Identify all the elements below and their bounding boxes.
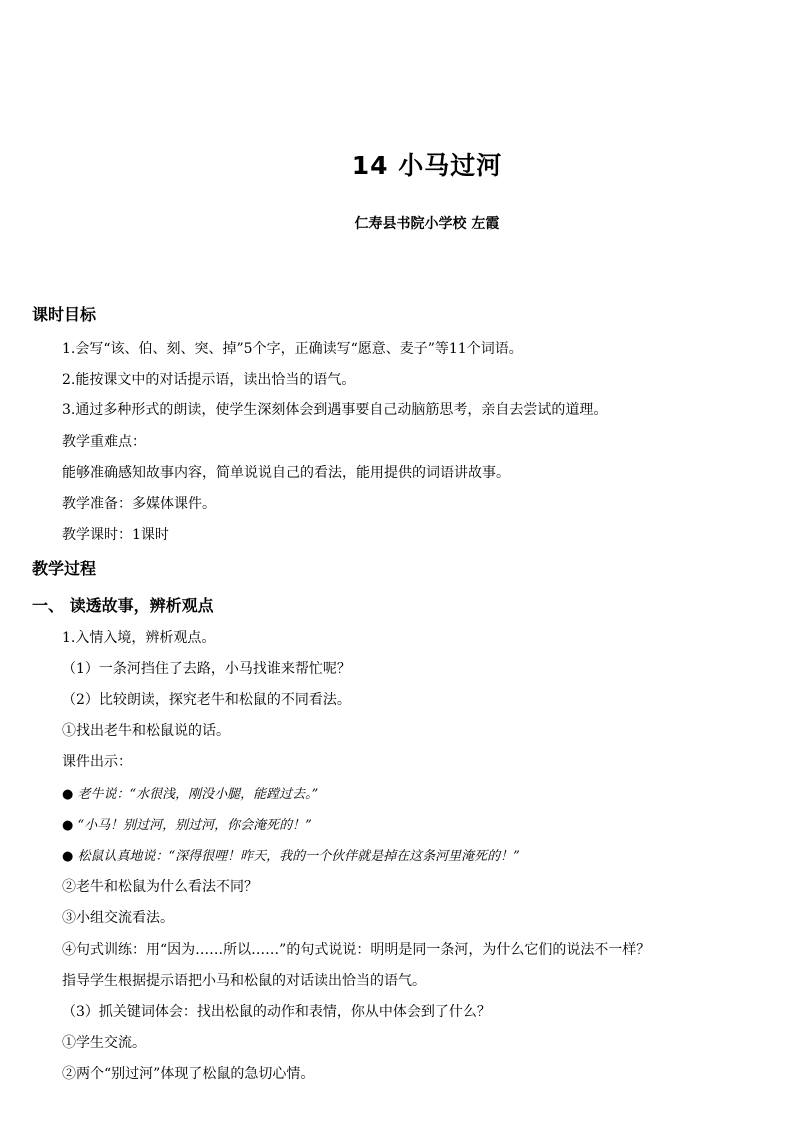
key-text: 能够准确感知故事内容，简单说说自己的看法，能用提供的词语讲故事。	[62, 465, 510, 481]
goal-item-2: 2.能按课文中的对话提示语，读出恰当的语气。	[62, 372, 356, 388]
process-line: （2）比较朗读，探究老牛和松鼠的不同看法。	[62, 692, 351, 708]
process-line: （1）一条河挡住了去路，小马找谁来帮忙呢？	[62, 661, 351, 677]
heading-goals: 课时目标	[32, 305, 97, 324]
process-line: ③小组交流看法。	[62, 910, 174, 926]
key-label: 教学重难点：	[62, 434, 146, 450]
quote-line: ● 松鼠认真地说：“深得很哩！昨天，我的一个伙伴就是掉在这条河里淹死的！”	[62, 849, 520, 864]
process-line: ②两个“别过河”体现了松鼠的急切心情。	[62, 1066, 315, 1082]
process-line: （3）抓关键词体会：找出松鼠的动作和表情，你从中体会到了什么？	[62, 1004, 491, 1020]
quote-line: ● 老牛说：“水很浅，刚没小腿，能蹚过去。”	[62, 787, 319, 802]
author-line: 仁寿县书院小学校 左霞	[354, 216, 500, 232]
process-line: 课件出示：	[62, 754, 132, 770]
hours-text: 教学课时：1课时	[62, 527, 169, 543]
heading-process: 教学过程	[32, 559, 97, 578]
process-line: ④句式训练：用“因为……所以……”的句式说说：明明是同一条河，为什么它们的说法不一样？	[62, 942, 651, 958]
prep-text: 教学准备：多媒体课件。	[62, 496, 216, 512]
process-line: ②老牛和松鼠为什么看法不同？	[62, 879, 258, 895]
process-line: ①找出老牛和松鼠说的话。	[62, 723, 230, 739]
process-line: 指导学生根据提示语把小马和松鼠的对话读出恰当的语气。	[62, 973, 426, 989]
goal-item-1: 1.会写“该、伯、刻、突、掉”5个字，正确读写“愿意、麦子”等11个词语。	[62, 341, 523, 357]
process-line: ①学生交流。	[62, 1035, 146, 1051]
part-one-heading: 一、 读透故事，辨析观点	[32, 596, 214, 615]
process-line: 1.入情入境，辨析观点。	[62, 630, 216, 646]
quote-line: ● “小马！别过河，别过河，你会淹死的！”	[62, 818, 312, 833]
goal-item-3: 3.通过多种形式的朗读，使学生深刻体会到遇事要自己动脑筋思考，亲自去尝试的道理。	[62, 402, 608, 418]
page-title: 14 小马过河	[351, 151, 503, 180]
